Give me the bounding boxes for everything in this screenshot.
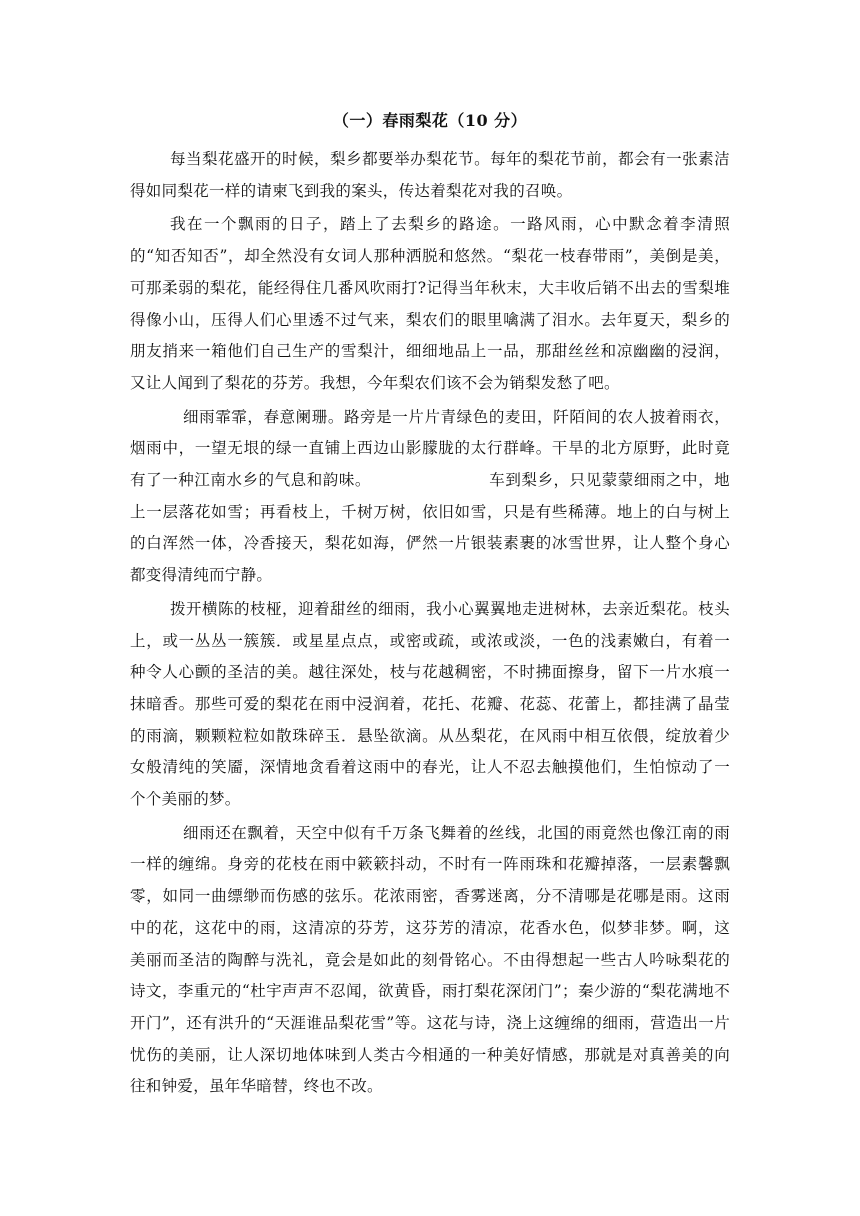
paragraph-1: 每当梨花盛开的时候，梨乡都要举办梨花节。每年的梨花节前，都会有一张素洁得如同梨花一样的请柬飞到我的案头，传达着梨花对我的召唤。 xyxy=(130,150,730,200)
paragraph-5: 细雨还在飘着，天空中似有千万条飞舞着的丝线，北国的雨竟然也像江南的雨一样的缠绵。身旁的花枝在雨中簌簌抖动，不时有一阵雨珠和花瓣掉落，一层素馨飘零，如同一曲缥缈而伤感的弦乐。花浓雨密，香雾迷离，分不清哪是花哪是雨。这雨中的花，这花中的雨，这清凉的芬芳，这芬芳的清凉，花香水色，似梦非梦。啊，这美丽而圣洁的陶醉与洗礼，竟会是如此的刻骨铭心。不由得想起一些古人吟咏梨花的诗文，李重元的“杜宇声声不忍闻，欲黄昏，雨打梨花深闭门”；秦少游的“梨花满地不开门”，还有洪升的“天涯谁品梨花雪”等。这花与诗，浇上这缠绵的细雨，营造出一片忧伤的美丽，让人深切地体味到人类古今相通的一种美好情感，那就是对真善美的向往和钟爱，虽年华暗替，终也不改。 xyxy=(130,823,730,1096)
paragraph-3 xyxy=(130,402,730,592)
paragraph-3-part-1: 细雨霏霏，春意阑珊。路旁是一片片青绿色的麦田，阡陌间的农人披着雨衣，烟雨中，一望无垠的绿一直铺上西边山影朦胧的太行群峰。干旱的北方原野，此时竟有了一种江南水乡的气息和韵味。 xyxy=(130,407,730,490)
paragraph-4: 拨开横陈的枝桠，迎着甜丝的细雨，我小心翼翼地走进树林，去亲近梨花。枝头上，或一丛丛一簇簇．或星星点点，或密或疏，或浓或淡，一色的浅素嫩白，有着一种令人心颤的圣洁的美。越往深处，枝与花越稠密，不时拂面擦身，留下一片水痕一抹暗香。那些可爱的梨花在雨中浸润着，花托、花瓣、花蕊、花蕾上，都挂满了晶莹的雨滴，颗颗粒粒如散珠碎玉．悬坠欲滴。从丛梨花，在风雨中相互依偎，绽放着少女般清纯的笑靥，深情地贪看着这雨中的春光，让人不忍去触摸他们，生怕惊动了一个个美丽的梦。 xyxy=(130,599,730,809)
article-body xyxy=(130,144,730,1105)
paragraph-3-part-2: 车到梨乡，只见蒙蒙细雨之中，地上一层落花如雪；再看枝上，千树万树，依旧如雪，只是有些稀薄。地上的白与树上的白浑然一体，冷香接天，梨花如海，俨然一片银装素裹的冰雪世界，让人整个身心都变得清纯而宁静。 xyxy=(130,471,730,585)
paragraph-2: 我在一个飘雨的日子，踏上了去梨乡的路途。一路风雨，心中默念着李清照的“知否知否”，却全然没有女词人那种洒脱和悠然。“梨花一枝春带雨”，美倒是美，可那柔弱的梨花，能经得住几番风吹雨打?记得当年秋末，大丰收后销不出去的雪梨堆得像小山，压得人们心里透不过气来，梨农们的眼里噙满了泪水。去年夏天，梨乡的朋友捎来一箱他们自己生产的雪梨汁，细细地品上一品，那甜丝丝和凉幽幽的浸润，又让人闻到了梨花的芬芳。我想，今年梨农们该不会为销梨发愁了吧。 xyxy=(130,215,730,392)
document-title: （一）春雨梨花（10 分） xyxy=(332,111,528,130)
